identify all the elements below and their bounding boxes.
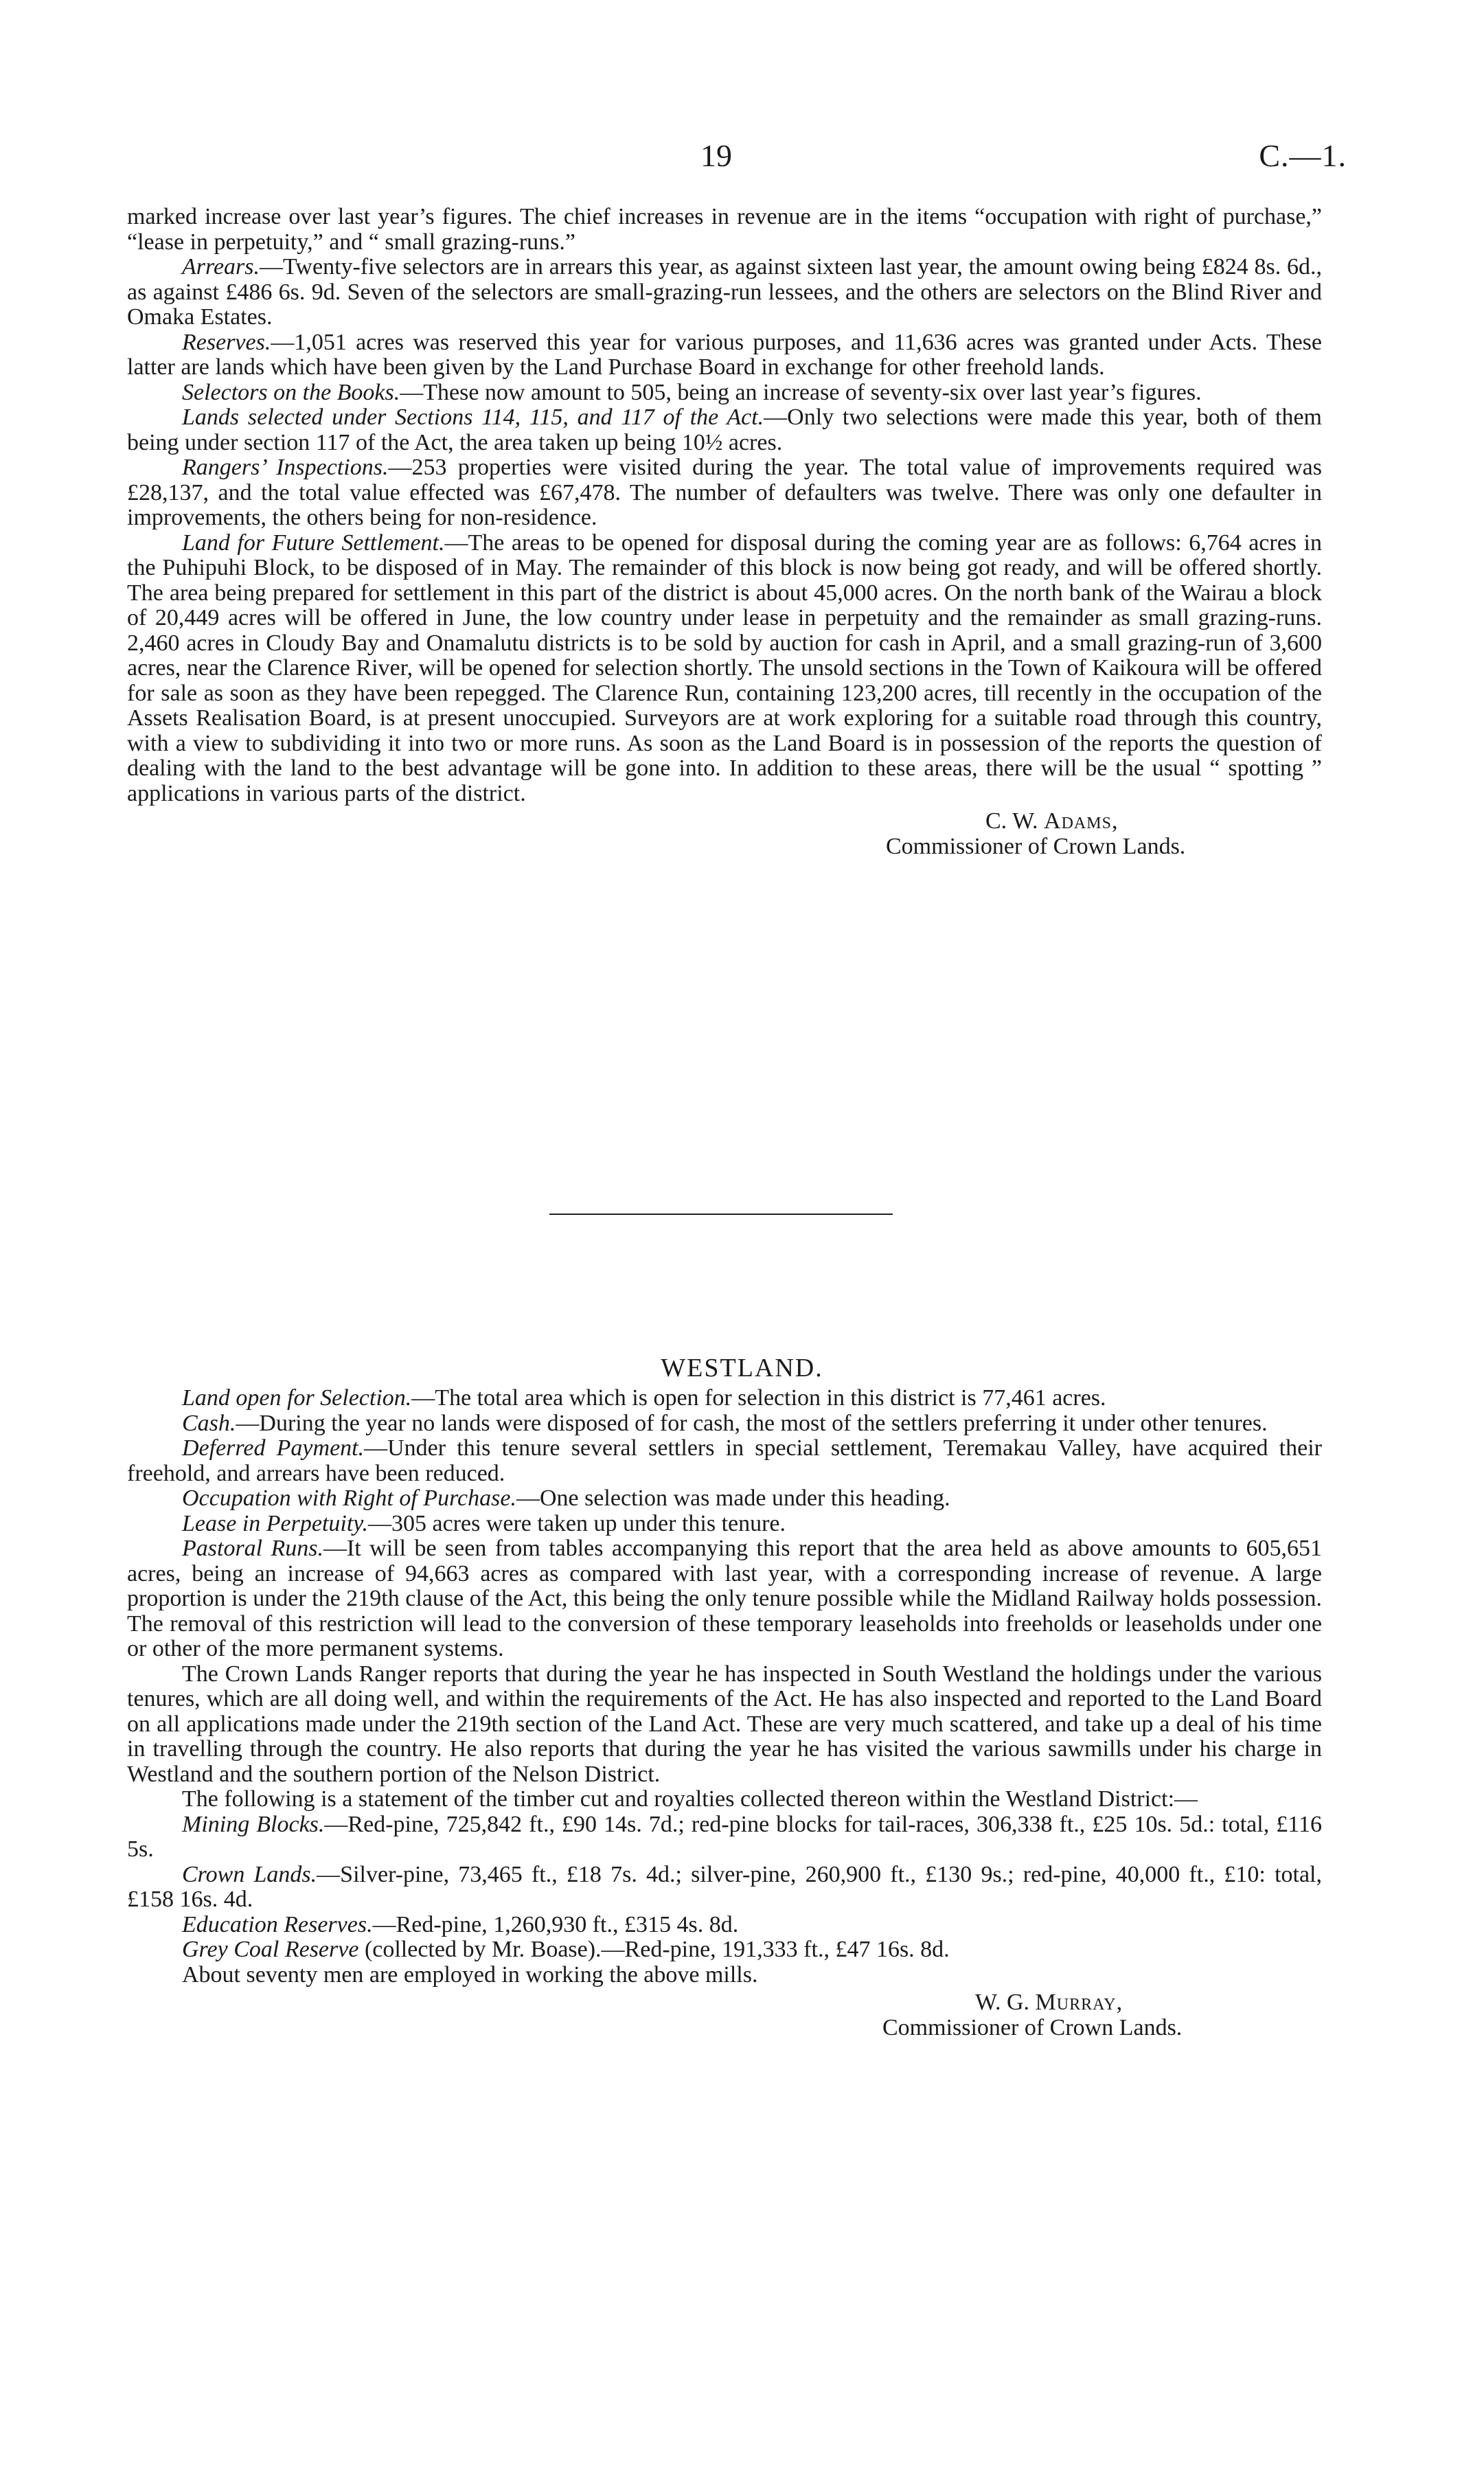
- paragraph-pastoral-runs: Pastoral Runs.—It will be seen from tables accompanying this report that the area held as above amounts to 605,651 acres, being an increase of 94,663 acres as compared with last year, with a corresponding increase of revenue. A large proportion is under the 219th clause of the Act, this being the only tenure possible while the Midland Railway holds possession. The removal of this restriction will lead to the conversion of these temporary leaseholds into freeholds or leaseholds under one or other of the more permanent systems.: [127, 1536, 1322, 1661]
- paragraph-heading: Arrears.: [182, 254, 260, 280]
- paragraph-heading: Lands selected under Sections 114, 115, and 117 of the Act.: [182, 405, 764, 430]
- paragraph-mining-blocks: Mining Blocks.—Red-pine, 725,842 ft., £90 14s. 7d.; red-pine blocks for tail-races, 306,338 ft., £25 10s. 5d.: total, £116 5s.: [127, 1811, 1323, 1862]
- paragraph-heading: Rangers’ Inspections.: [182, 455, 389, 480]
- paragraph-arrears: Arrears.—Twenty-five selectors are in arrears this year, as against sixteen last year, the amount owing being £824 8s. 6d., as against £486 6s. 9d. Seven of the selectors are small-grazing-run lessees, and the others are selectors on the Blind River and Omaka Estates.: [127, 254, 1322, 330]
- paragraph-occupation: Occupation with Right of Purchase.—One selection was made under this heading.: [182, 1485, 950, 1511]
- signature-name: C. W. Adams,: [985, 808, 1118, 834]
- section-1-body: [127, 205, 1322, 859]
- paragraph-cash: Cash.—During the year no lands were disposed of for cash, the most of the settlers preferring it under other tenures.: [182, 1410, 1268, 1436]
- paragraph-grey-coal: Grey Coal Reserve (collected by Mr. Boase).—Red-pine, 191,333 ft., £47 16s. 8d.: [182, 1937, 950, 1962]
- paragraph-heading: Cash.: [182, 1410, 236, 1436]
- signature-name: W. G. Murray,: [975, 1990, 1123, 2015]
- paragraph-reserves: Reserves.—1,051 acres was reserved this year for various purposes, and 11,636 acres was granted under Acts. These latter are lands which have been given by the Land Purchase Board in exchange for other freehold lands.: [127, 329, 1322, 380]
- page-number: 19: [700, 138, 732, 173]
- paragraph-lands-selected: Lands selected under Sections 114, 115, and 117 of the Act.—Only two selections were made this year, both of them being under section 117 of the Act, the area taken up being 10½ acres.: [127, 405, 1322, 455]
- paragraph-men-employed: About seventy men are employed in working the above mills.: [182, 1961, 758, 1988]
- signature-title: Commissioner of Crown Lands.: [882, 2014, 1183, 2040]
- paragraph-heading: Land open for Selection.: [182, 1385, 412, 1411]
- paragraph-heading: Mining Blocks.: [182, 1811, 325, 1837]
- section-2-body: [127, 1386, 1322, 2040]
- paragraph-heading: Lease in Perpetuity.: [182, 1510, 369, 1536]
- section-title: WESTLAND.: [661, 1354, 823, 1382]
- paragraph-heading: Selectors on the Books.: [182, 379, 400, 405]
- paragraph-heading: Crown Lands.: [182, 1861, 317, 1887]
- paragraph-heading: Education Reserves.: [182, 1911, 373, 1937]
- paragraph-future-settlement: Land for Future Settlement.—The areas to be opened for disposal during the coming year are as follows: 6,764 acres in the Puhipuhi Block, to be disposed of in May. The remainder of this block is now being got ready, and will be offered shortly. The area being prepared for settlement in this part of the district is about 45,000 acres. On the north bank of the Wairau a block of 20,449 acres will be offered in June, the low country under lease in perpetuity and the remainder as small grazing-runs. 2,460 acres in Cloudy Bay and Onamalutu districts is to be sold by auction for cash in April, and a small grazing-run of 3,600 acres, near the Clarence River, will be opened for selection shortly. The unsold sections in the Town of Kaikoura will be offered for sale as soon as they have been repegged. The Clarence Run, containing 123,200 acres, till recently in the occupation of the Assets Realisation Board, is at present unoccupied. Surveyors are at work exploring for a suitable road through this country, with a view to subdividing it into two or more runs. As soon as the Land Board is in possession of the reports the question of dealing with the land to the best advantage will be gone into. In addition to these areas, there will be the usual “ spotting ” applications in various parts of the district.: [127, 530, 1322, 806]
- paragraph-rangers-inspections: Rangers’ Inspections.—253 properties were visited during the year. The total value of improvements required was £28,137, and the total value effected was £67,478. The number of defaulters was twelve. There was only one defaulter in improvements, the others being for non-residence.: [127, 455, 1322, 530]
- paragraph-heading: Deferred Payment.: [182, 1435, 365, 1461]
- document-reference: C.—1.: [1259, 138, 1347, 173]
- signature-title: Commissioner of Crown Lands.: [886, 833, 1186, 859]
- paragraph-selectors: Selectors on the Books.—These now amount to 505, being an increase of seventy-six over last year’s figures.: [182, 379, 1202, 405]
- paragraph-continuation: marked increase over last year’s figures. The chief increases in revenue are in the items “occupation with right of purchase,” “lease in perpetuity,” and “ small grazing-runs.”: [127, 204, 1322, 255]
- page-header: [0, 137, 1484, 185]
- paragraph-heading: Pastoral Runs.: [182, 1536, 324, 1561]
- paragraph-heading: Grey Coal Reserve: [182, 1937, 359, 1962]
- paragraph-ranger-report: The Crown Lands Ranger reports that during the year he has inspected in South Westland the holdings under the various tenures, which are all doing well, and within the requirements of the Act. He has also inspected and reported to the Land Board on all applications made under the 219th section of the Land Act. These are very much scattered, and take up a deal of his time in travelling through the country. He also reports that during the year he has visited the various sawmills under his charge in Westland and the southern portion of the Nelson District.: [127, 1661, 1322, 1787]
- paragraph-crown-lands: Crown Lands.—Silver-pine, 73,465 ft., £18 7s. 4d.; silver-pine, 260,900 ft., £130 9s.; red-pine, 40,000 ft., £10: total, £158 16s. 4d.: [127, 1861, 1323, 1912]
- paragraph-lease: Lease in Perpetuity.—305 acres were taken up under this tenure.: [182, 1510, 786, 1536]
- paragraph-timber-statement: The following is a statement of the timber cut and royalties collected thereon within the Westland District:—: [182, 1786, 1198, 1812]
- section-divider: [549, 1214, 893, 1215]
- paragraph-deferred-payment: Deferred Payment.—Under this tenure several settlers in special settlement, Teremakau Valley, have acquired their freehold, and arrears have been reduced.: [127, 1435, 1322, 1486]
- paragraph-land-open: Land open for Selection.—The total area which is open for selection in this district is 77,461 acres.: [182, 1385, 1106, 1411]
- paragraph-heading: Reserves.: [182, 329, 271, 355]
- paragraph-heading: Occupation with Right of Purchase.: [182, 1485, 516, 1511]
- paragraph-heading: Land for Future Settlement.: [182, 530, 445, 556]
- paragraph-education-reserves: Education Reserves.—Red-pine, 1,260,930 ft., £315 4s. 8d.: [182, 1911, 739, 1937]
